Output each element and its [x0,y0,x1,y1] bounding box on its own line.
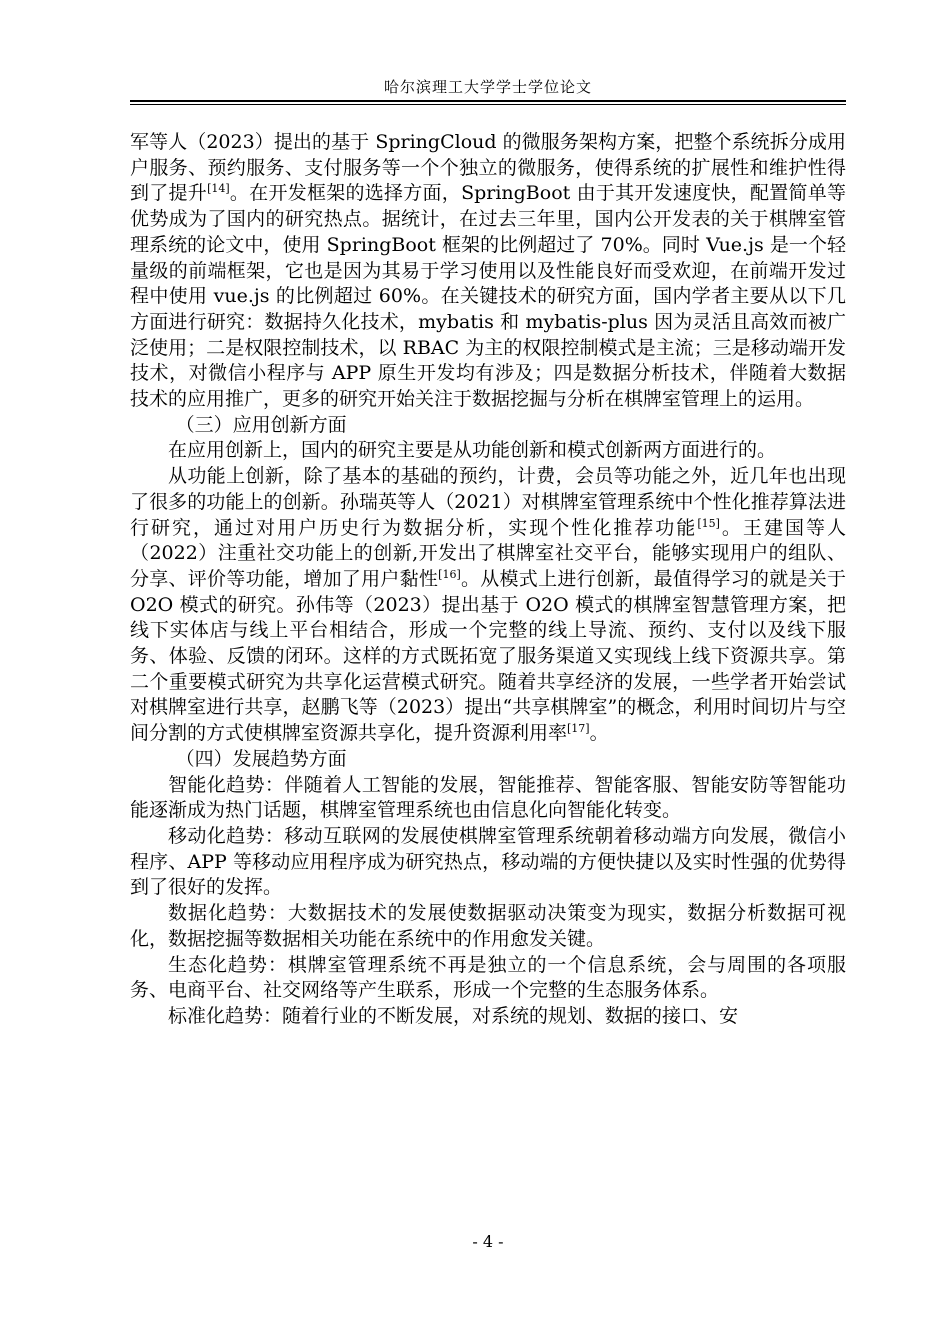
text-run: 在应用创新上，国内的研究主要是从功能创新和模式创新两方面进行的。 [168,439,777,462]
paragraph [130,773,846,824]
text-run: 数据化趋势：大数据技术的发展使数据驱动决策变为现实，数据分析数据可视化，数据挖掘等数据相关功能在系统中的作用愈发关键。 [130,902,846,950]
paragraph [130,824,846,901]
text-run: 智能化趋势：伴随着人工智能的发展，智能推荐、智能客服、智能安防等智能功能逐渐成为热门话题，棋牌室管理系统也由信息化向智能化转变。 [130,773,846,822]
paragraph [130,901,846,952]
text-run: 。在开发框架的选择方面，SpringBoot 由于其开发速度快，配置简单等优势成为了国内的研究热点。据统计，在过去三年里，国内公开发表的关于棋牌室管理系统的论文中，使用 SpringBoot 框架的比例超过了 70%。同时 Vue.js 是一个轻量级的前端框架，它也是因为其易于学习使用以及性能良好而受欢迎，在前端开发过程中使用 vue.js 的比例超过 60%。在关键技术的研究方面，国内学者主要从以下几方面进行研究：数据持久化技术，mybatis 和 mybatis-plus 因为灵活且高效而被广泛使用；二是权限控制技术，以 RBAC 为主的权限控制模式是主流；三是移动端开发技术，对微信小程序与 APP 原生开发均有涉及；四是数据分析技术，伴随着大数据技术的应用推广，更多的研究开始关注于数据挖掘与分析在棋牌室管理上的运用。 [130,182,846,411]
paragraph [130,464,846,747]
paragraph [130,438,846,464]
running-header: 哈尔滨理工大学学士学位论文 [383,78,592,96]
paragraph [130,130,846,413]
text-run: 从功能上创新，除了基本的基础的预约，计费，会员等功能之外，近几年也出现了很多的功能上的创新。孙瑞英等人（2021）对棋牌室管理系统中个性化推荐算法进行研究，通过对用户历史行为数据分析，实现个性化推荐功能 [130,465,846,539]
text-run: 。 [589,722,609,745]
section-heading [130,747,846,773]
text-run: 军等人（2023）提出的基于 SpringCloud 的微服务架构方案，把整个系统拆分成用户服务、预约服务、支付服务等一个个独立的微服务，使得系统的扩展性和维护性得到了提升 [130,131,846,205]
citation-reference: [14] [207,182,230,196]
header-rule-thick [130,100,846,102]
text-run: 移动化趋势：移动互联网的发展使棋牌室管理系统朝着移动端方向发展，微信小程序、APP 等移动应用程序成为研究热点，移动端的方便快捷以及实时性强的优势得到了很好的发挥。 [130,824,846,899]
text-run: （三）应用创新方面 [175,413,347,436]
text-run: （四）发展趋势方面 [175,747,347,770]
citation-reference: [15] [697,516,720,530]
paragraph [130,953,846,1004]
text-run: 标准化趋势：随着行业的不断发展，对系统的规划、数据的接口、安 [168,1004,739,1027]
text-run: 。从模式上进行创新，最值得学习的就是关于 O2O 模式的研究。孙伟等（2023）提出基于 O2O 模式的棋牌室智慧管理方案，把线下实体店与线上平台相结合，形成一个完整的线上导流、预约、支付以及线下服务、体验、反馈的闭环。这样的方式既拓宽了服务渠道又实现线上线下资源共享。第二个重要模式研究为共享化运营模式研究。随着共享经济的发展，一些学者开始尝试对棋牌室进行共享，赵鹏飞等（2023）提出“共享棋牌室”的概念，利用时间切片与空间分割的方式使棋牌室资源共享化，提升资源利用率 [130,567,846,745]
citation-reference: [16] [438,567,461,581]
section-heading [130,413,846,439]
header-rule-thin [130,104,846,105]
text-run: 生态化趋势：棋牌室管理系统不再是独立的一个信息系统，会与周围的各项服务、电商平台、社交网络等产生联系，形成一个完整的生态服务体系。 [130,953,846,1002]
paragraph [130,1004,846,1030]
citation-reference: [17] [567,722,590,736]
text-run: 。王建国等人（2022）注重社交功能上的创新,开发出了棋牌室社交平台，能够实现用户的组队、分享、评价等功能，增加了用户黏性 [130,516,846,590]
page-number: - 4 - [472,1232,504,1251]
body-text [130,130,846,1030]
